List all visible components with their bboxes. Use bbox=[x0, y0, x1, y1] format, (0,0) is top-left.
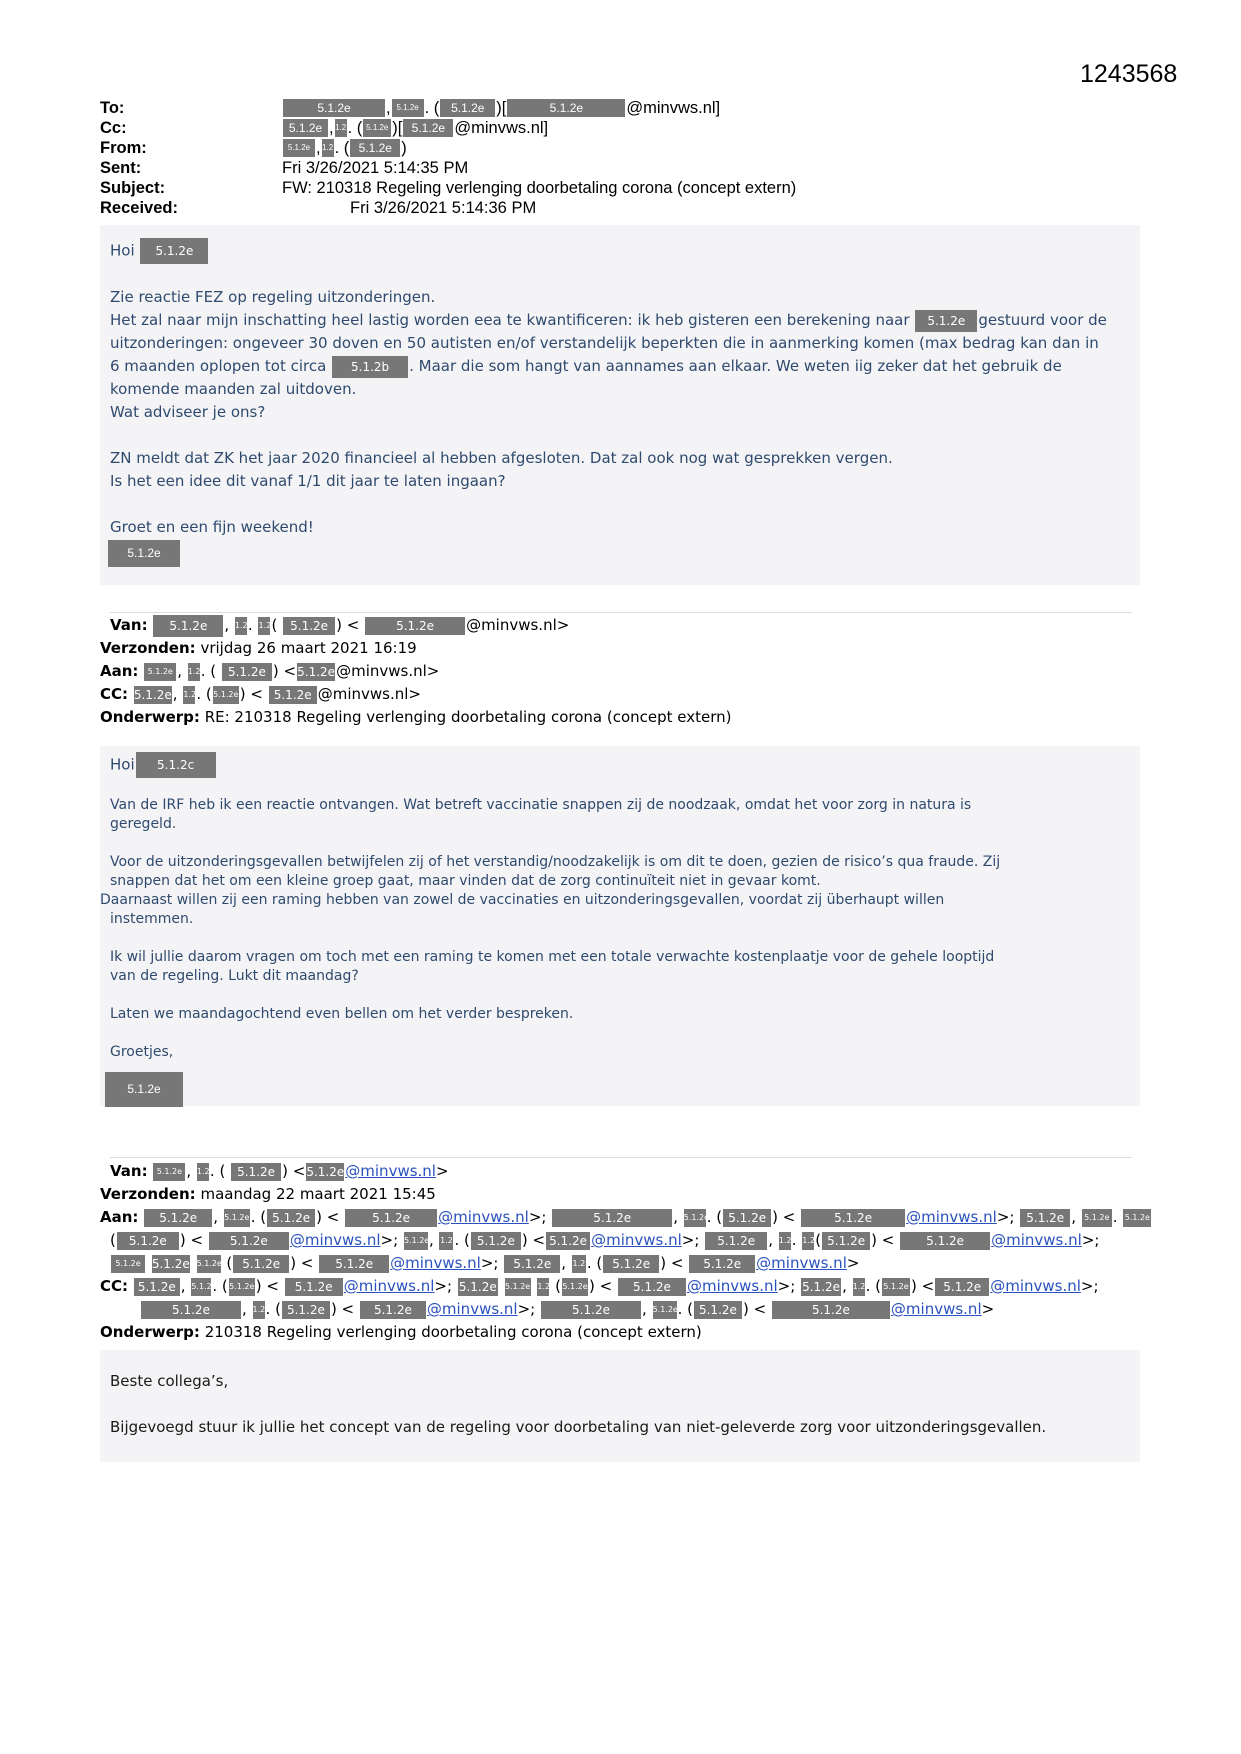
redaction: 5.1.2e bbox=[144, 1209, 212, 1227]
message3-onderwerp-row: Onderwerp: 210318 Regeling verlenging doorbetaling corona (concept extern) bbox=[100, 1323, 702, 1341]
email-link[interactable]: @minvws.nl bbox=[756, 1254, 847, 1272]
redaction: 5.1.2e bbox=[935, 1278, 989, 1296]
redaction: 5.1.2e bbox=[541, 1301, 641, 1319]
sent-row bbox=[100, 158, 796, 178]
message2-greeting: Hoi 5.1.2c bbox=[110, 752, 217, 778]
redaction: 1.2 bbox=[183, 686, 195, 704]
email-link[interactable]: @minvws.nl bbox=[426, 1300, 518, 1318]
redaction: 5.1.2e bbox=[562, 1278, 588, 1296]
redaction: 5.1.2e bbox=[403, 119, 453, 137]
email-link[interactable]: @minvws.nl bbox=[686, 1277, 778, 1295]
document-number: 1243568 bbox=[1080, 60, 1178, 88]
message1-line1: Zie reactie FEZ op regeling uitzonderingen. bbox=[110, 288, 436, 306]
sent-value: Fri 3/26/2021 5:14:35 PM bbox=[282, 159, 469, 177]
redaction: 1.2 bbox=[853, 1278, 865, 1296]
redaction: 5.1.2e bbox=[269, 686, 317, 704]
redaction: 1.2 bbox=[779, 1232, 791, 1250]
redaction: 5.1.2e bbox=[801, 1209, 905, 1227]
cc-row: Cc: 5.1.2e , 1.2 . ( 5.1.2e )[ 5.1.2e @minvws.nl] bbox=[100, 119, 549, 137]
message2-cc-row: CC: 5.1.2e, 1.2. (5.1.2e) < 5.1.2e @minvws.nl> bbox=[100, 685, 421, 703]
redaction: 5.1.2e bbox=[222, 663, 272, 681]
message1-line2: Het zal naar mijn inschatting heel lastig worden eea te kwantificeren: ik heb gisteren een berekening naar 5.1.2e gestuurd voor de bbox=[110, 309, 1107, 332]
message1-line3: uitzonderingen: ongeveer 30 doven en 50 autisten en/of verstandelijk beperkten die in aanmerking komen (max bedrag kan dan in bbox=[110, 334, 1099, 352]
redaction: 5.1.2e bbox=[507, 99, 625, 117]
redaction: 5.1.2e bbox=[900, 1232, 990, 1250]
redaction: 5.1.2e bbox=[111, 1255, 145, 1273]
redaction: 5.1.2e bbox=[694, 1301, 742, 1319]
redaction: 5.1.2e bbox=[283, 617, 335, 635]
redaction: 5.1.2e bbox=[224, 1209, 250, 1227]
subject-value: FW: 210318 Regeling verlenging doorbetaling corona (concept extern) bbox=[282, 179, 797, 197]
to-label: To: bbox=[100, 99, 125, 117]
redaction: 5.1.2e bbox=[191, 1278, 211, 1296]
redaction: 5.1.2e bbox=[1123, 1209, 1151, 1227]
redaction: 5.1.2e bbox=[458, 1279, 497, 1294]
subject-row bbox=[100, 178, 796, 198]
redaction: 5.1.2e bbox=[723, 1209, 771, 1227]
to-row: To: 5.1.2e , 5.1.2e . ( 5.1.2e )[ 5.1.2e @minvws.nl] bbox=[100, 99, 721, 117]
received-row bbox=[100, 198, 796, 218]
email-link[interactable]: @minvws.nl bbox=[591, 1231, 682, 1249]
redaction: 1.2 bbox=[197, 1163, 209, 1181]
redaction: 5.1.2e bbox=[440, 99, 495, 117]
redaction: 5.1.2e bbox=[363, 119, 391, 137]
redaction: 5.1.2e bbox=[108, 540, 180, 567]
redaction: 1.2 bbox=[253, 1301, 265, 1319]
redaction: 1.2 bbox=[335, 119, 347, 137]
message3-greeting: Beste collega’s, bbox=[110, 1372, 229, 1390]
sent-label: Sent: bbox=[100, 159, 142, 177]
cc-label: Cc: bbox=[100, 119, 127, 137]
redaction: 5.1.2e bbox=[350, 139, 400, 157]
redaction: 5.1.2e bbox=[1020, 1209, 1070, 1227]
message2-p2c: Daarnaast willen zij een raming hebben van zowel de vaccinaties en uitzonderingsgevallen, voordat zij überhaupt willen bbox=[100, 892, 945, 908]
message1-line6: Wat adviseer je ons? bbox=[110, 403, 266, 421]
redaction: 5.1.2e bbox=[283, 139, 315, 157]
message1-line8: Is het een idee dit vanaf 1/1 dit jaar te laten ingaan? bbox=[110, 472, 506, 490]
redaction: 5.1.2e bbox=[151, 1256, 190, 1271]
email-header bbox=[100, 98, 796, 218]
message1-line7: ZN meldt dat ZK het jaar 2020 financieel al hebben afgesloten. Dat zal ook nog wat gesprekken vergen. bbox=[110, 449, 893, 467]
redaction: 5.1.2e bbox=[504, 1255, 560, 1273]
message2-p2d: instemmen. bbox=[110, 911, 194, 927]
subject-label: Subject: bbox=[100, 179, 166, 197]
redaction: 5.1.2e bbox=[505, 1278, 531, 1296]
redaction: 5.1.2e bbox=[689, 1255, 755, 1273]
received-label: Received: bbox=[100, 199, 178, 217]
redaction: 1.2 bbox=[258, 617, 270, 635]
redaction: 1.2 bbox=[188, 663, 200, 681]
message2-p2b: snappen dat het om een kleine groep gaat, maar vinden dat de zorg continuïteit niet in gevaar komt. bbox=[110, 873, 821, 889]
redaction: 5.1.2e bbox=[153, 615, 223, 637]
message1-greeting: Hoi 5.1.2e bbox=[110, 238, 209, 264]
redaction: 5.1.2e bbox=[705, 1232, 767, 1250]
redaction: 5.1.2e bbox=[297, 664, 336, 679]
message2-verzonden-row: Verzonden: vrijdag 26 maart 2021 16:19 bbox=[100, 639, 417, 657]
redaction: 1.2 bbox=[802, 1232, 814, 1250]
redaction: 1.2 bbox=[322, 139, 334, 157]
redaction: 5.1.2e bbox=[822, 1232, 870, 1250]
email-link[interactable]: @minvws.nl bbox=[906, 1208, 997, 1226]
redaction: 5.1.2e bbox=[283, 99, 385, 117]
email-link[interactable]: @minvws.nl bbox=[890, 1300, 982, 1318]
redaction: 5.1.2e bbox=[404, 1232, 428, 1250]
redaction: 5.1.2e bbox=[285, 1278, 343, 1296]
redaction: 5.1.2e bbox=[117, 1232, 179, 1250]
redaction: 5.1.2e bbox=[345, 1209, 437, 1227]
message3-van-row: Van: 5.1.2e , 1.2. ( 5.1.2e ) <5.1.2e@minvws.nl> bbox=[110, 1162, 449, 1180]
redaction: 5.1.2e bbox=[283, 119, 328, 137]
from-row: From: 5.1.2e , 1.2 . ( 5.1.2e ) bbox=[100, 139, 407, 157]
message3-cc-row: CC: 5.1.2e , 5.1.2e. (5.1.2e) < 5.1.2e @minvws.nl>; 5.1.2e 5.1.2e 1.2 (5.1.2e) < 5.1.2e @minvws.nl>; 5.1.2e , 1.2. ( 5.1.2e ) < 5.1.2e @minvws.nl>; bbox=[100, 1277, 1099, 1295]
separator bbox=[110, 612, 1132, 613]
redaction: 5.1.2b bbox=[332, 356, 408, 378]
redaction: 1.2 bbox=[439, 1232, 453, 1250]
message2-p3a: Ik wil jullie daarom vragen om toch met een raming te komen met een totale verwachte kostenplaatje voor de gehele looptijd bbox=[110, 949, 995, 965]
message3-cc-row-2: 5.1.2e , 1.2. ( 5.1.2e ) < 5.1.2e @minvws.nl>; 5.1.2e , 5.1.2e. ( 5.1.2e ) < 5.1.2e @minvws.nl> bbox=[100, 1298, 994, 1321]
message3-verzonden-row: Verzonden: maandag 22 maart 2021 15:45 bbox=[100, 1185, 436, 1203]
message2-aan-row: Aan: 5.1.2e , 1.2. ( 5.1.2e ) <5.1.2e@minvws.nl> bbox=[100, 662, 440, 680]
message3-aan-row-2: ( 5.1.2e ) < 5.1.2e @minvws.nl>; 5.1.2e, 1.2 . ( 5.1.2e ) < 5.1.2e @minvws.nl>; 5.1.2e , 1.2. 1.2( 5.1.2e ) < 5.1.2e @minvws.nl>; bbox=[110, 1231, 1100, 1249]
redaction: 1.2 bbox=[537, 1278, 549, 1296]
redaction: 1.2 bbox=[572, 1255, 586, 1273]
message2-p4: Laten we maandagochtend even bellen om het verder bespreken. bbox=[110, 1006, 574, 1022]
redaction: 5.1.2e bbox=[1082, 1209, 1112, 1227]
message1-line4: 6 maanden oplopen tot circa 5.1.2b . Maar die som hangt van aannames aan elkaar. We weten iig zeker dat het gebruik de bbox=[110, 355, 1062, 378]
redaction: 5.1.2e bbox=[365, 617, 465, 635]
email-link[interactable]: @minvws.nl bbox=[289, 1231, 381, 1249]
message2-p2a: Voor de uitzonderingsgevallen betwijfelen zij of het verstandig/noodzakelijk is om dit te doen, gezien de risico’s qua fraude. Zij bbox=[110, 854, 1001, 870]
redaction: 5.1.2e bbox=[552, 1209, 672, 1227]
redaction: 5.1.2e bbox=[144, 663, 176, 681]
redaction: 5.1.2e bbox=[546, 1232, 590, 1250]
email-link[interactable]: @minvws.nl bbox=[345, 1162, 436, 1180]
to-suffix: @minvws.nl] bbox=[626, 99, 721, 117]
email-link[interactable]: @minvws.nl bbox=[991, 1231, 1082, 1249]
redaction: 5.1.2e bbox=[140, 238, 208, 264]
redaction: 5.1.2e bbox=[802, 1279, 841, 1294]
redaction: 5.1.2e bbox=[282, 1301, 330, 1319]
message3-aan-row: Aan: 5.1.2e , 5.1.2e. ( 5.1.2e ) < 5.1.2e @minvws.nl>; 5.1.2e , 5.1.2e. ( 5.1.2e ) < 5.1.2e @minvws.nl>; 5.1.2e , 5.1.2e . 5.1.2e bbox=[100, 1208, 1150, 1226]
message2-p3b: van de regeling. Lukt dit maandag? bbox=[110, 968, 359, 984]
email-link[interactable]: @minvws.nl bbox=[438, 1208, 529, 1226]
redaction: 5.1.2e bbox=[153, 1163, 185, 1181]
message2-p1a: Van de IRF heb ik een reactie ontvangen. Wat betreft vaccinatie snappen zij de noodzaak, omdat het voor zorg in natura is bbox=[110, 797, 972, 813]
redaction: 5.1.2e bbox=[105, 1072, 183, 1107]
message1-line5: komende maanden zal uitdoven. bbox=[110, 380, 357, 398]
separator bbox=[110, 1157, 1132, 1158]
email-link[interactable]: @minvws.nl bbox=[390, 1254, 481, 1272]
redaction: 5.1.2c bbox=[136, 752, 216, 778]
from-label: From: bbox=[100, 139, 147, 157]
redaction: 5.1.2e bbox=[197, 1255, 221, 1273]
redaction: 5.1.2e bbox=[882, 1278, 910, 1296]
redaction: 5.1.2e bbox=[618, 1278, 686, 1296]
email-link[interactable]: @minvws.nl bbox=[990, 1277, 1081, 1295]
message1-closing: Groet en een fijn weekend! bbox=[110, 518, 314, 536]
message3-aan-row-3: 5.1.2e 5.1.2e 5.1.2e ( 5.1.2e ) < 5.1.2e @minvws.nl>; 5.1.2e , 1.2 . ( 5.1.2e ) < 5.1.2e @minvws.nl> bbox=[100, 1252, 859, 1275]
redaction: 5.1.2e bbox=[392, 99, 424, 117]
redaction: 5.1.2e bbox=[360, 1301, 426, 1319]
message3-body: Bijgevoegd stuur ik jullie het concept van de regeling voor doorbetaling van niet-geleverde zorg voor uitzonderingsgevallen. bbox=[110, 1418, 1047, 1436]
redaction: 5.1.2e bbox=[133, 687, 172, 702]
received-value: Fri 3/26/2021 5:14:36 PM bbox=[350, 199, 537, 217]
redaction: 5.1.2e bbox=[684, 1209, 706, 1227]
message2-p1b: geregeld. bbox=[110, 816, 177, 832]
redaction: 5.1.2e bbox=[209, 1232, 289, 1250]
redaction: 5.1.2e bbox=[653, 1301, 677, 1319]
redaction: 5.1.2e bbox=[306, 1164, 345, 1179]
message2-van-row: Van: 5.1.2e , 1.2. 1.2( 5.1.2e ) < 5.1.2e @minvws.nl> bbox=[100, 614, 569, 637]
redaction: 5.1.2e bbox=[134, 1278, 180, 1296]
redaction: 5.1.2e bbox=[233, 1255, 289, 1273]
message2-closing: Groetjes, bbox=[110, 1044, 174, 1060]
email-link[interactable]: @minvws.nl bbox=[343, 1277, 435, 1295]
redaction: 5.1.2e bbox=[471, 1232, 521, 1250]
redaction: 5.1.2e bbox=[319, 1255, 389, 1273]
redaction: 5.1.2e bbox=[141, 1301, 241, 1319]
redaction: 5.1.2e bbox=[772, 1301, 890, 1319]
redaction: 5.1.2e bbox=[213, 686, 239, 704]
message3-background bbox=[100, 1350, 1140, 1462]
message2-onderwerp-row: Onderwerp: RE: 210318 Regeling verlenging doorbetaling corona (concept extern) bbox=[100, 708, 732, 726]
redaction: 5.1.2e bbox=[229, 1278, 255, 1296]
cc-suffix: @minvws.nl] bbox=[454, 119, 549, 137]
redaction: 5.1.2e bbox=[603, 1255, 659, 1273]
redaction: 1.2 bbox=[235, 617, 247, 635]
redaction: 5.1.2e bbox=[267, 1209, 315, 1227]
redaction: 5.1.2e bbox=[231, 1163, 281, 1181]
redaction: 5.1.2e bbox=[915, 310, 977, 332]
